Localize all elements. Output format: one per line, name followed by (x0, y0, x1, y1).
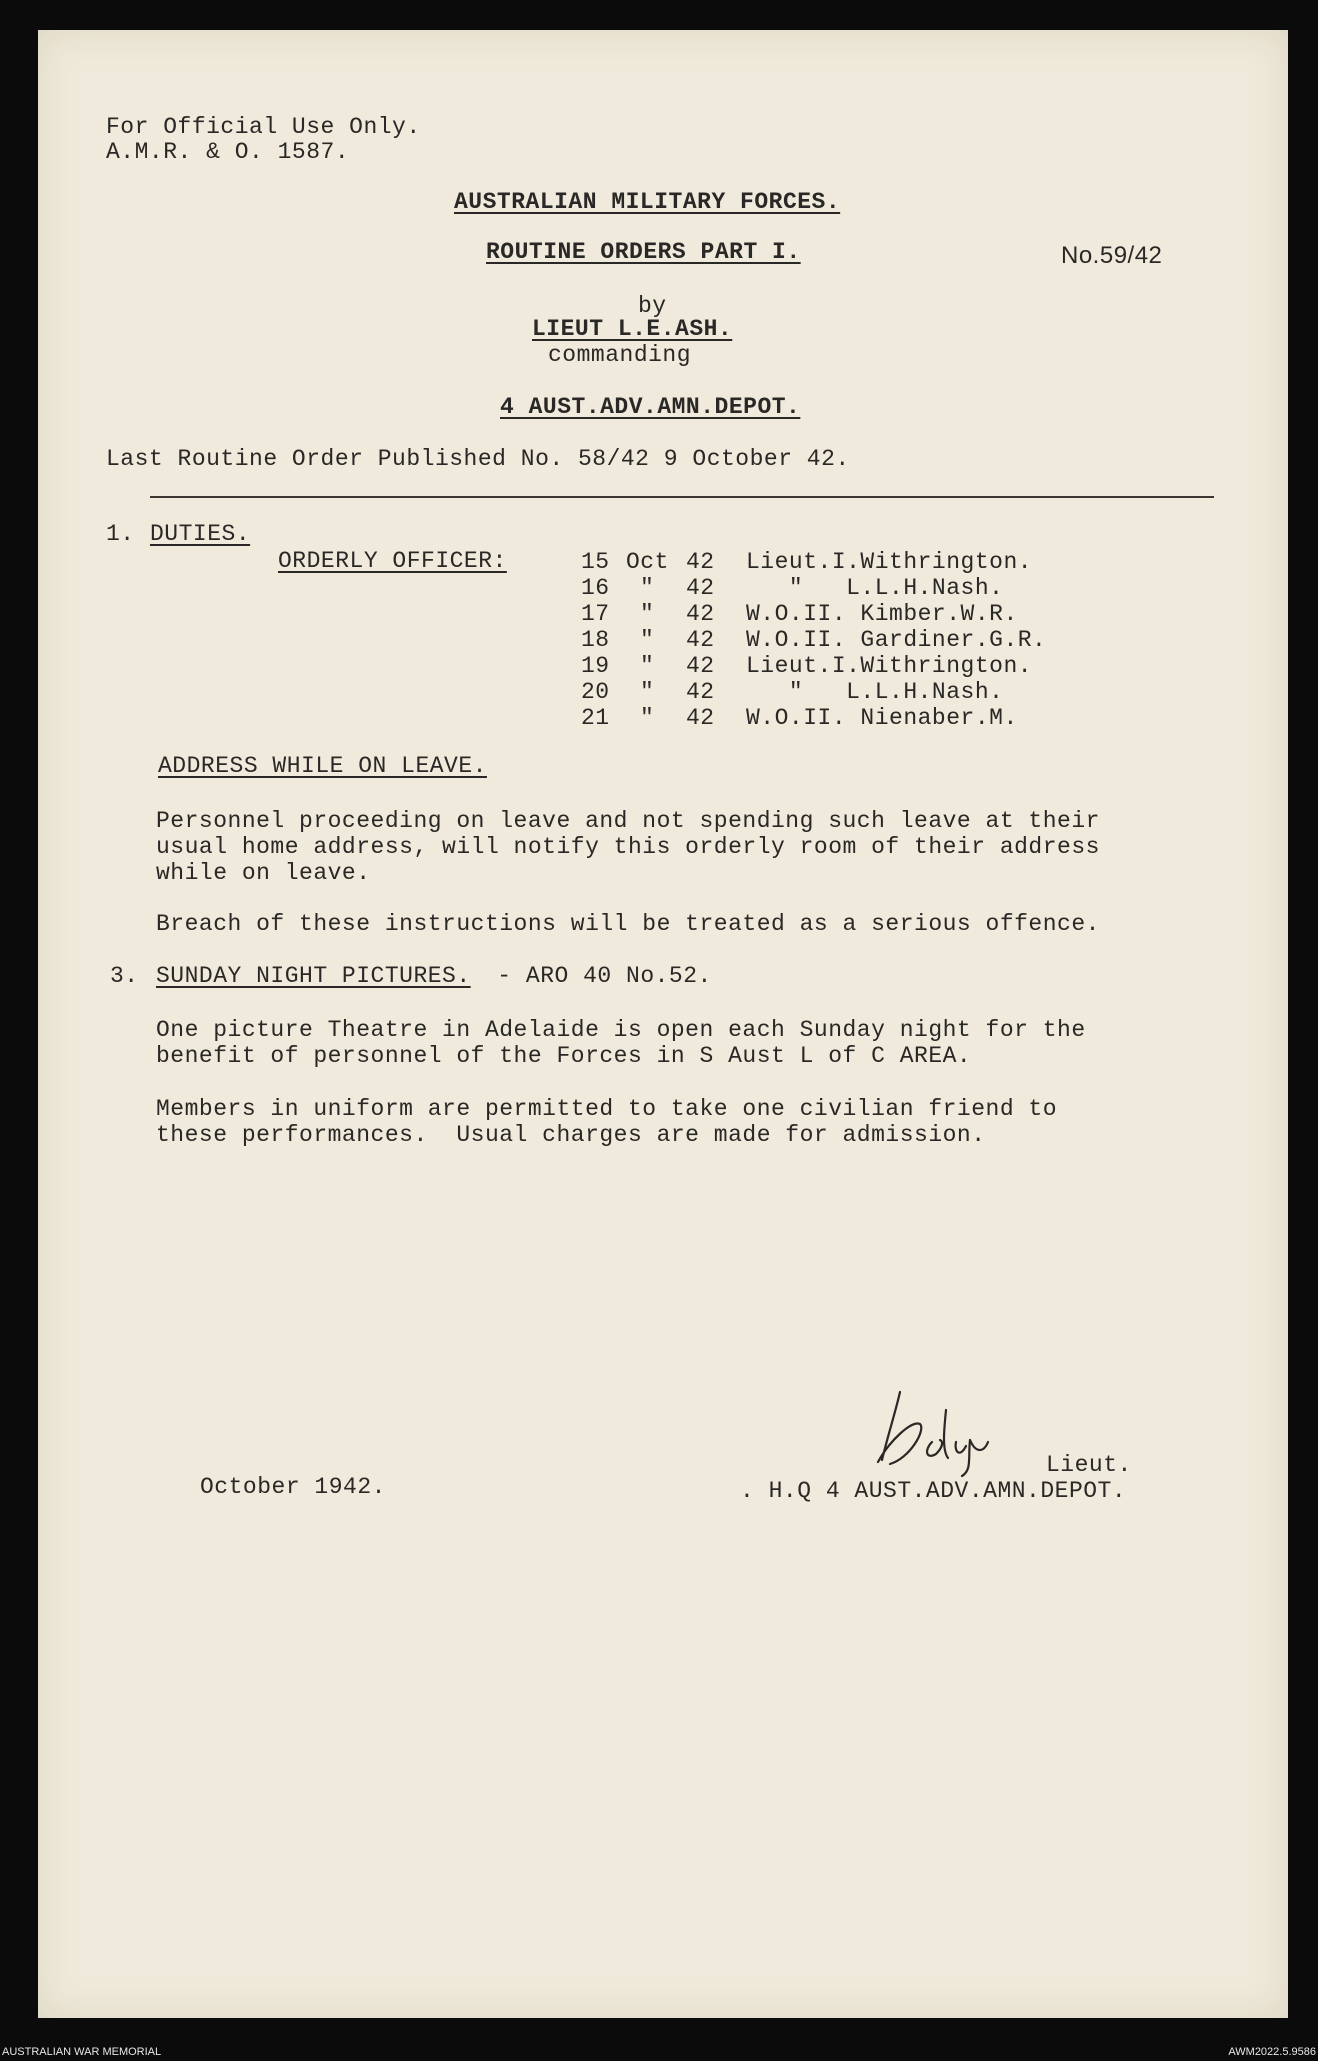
document-title: AUSTRALIAN MILITARY FORCES. (454, 189, 841, 215)
roster-day: 18 (581, 627, 610, 653)
last-order-line: Last Routine Order Published No. 58/42 9 October 42. (106, 446, 850, 472)
section-2-warning: Breach of these instructions will be treated as a serious offence. (156, 911, 1100, 937)
by-label: by (638, 293, 667, 319)
roster-day: 21 (581, 705, 610, 731)
signature-mark (860, 1380, 1040, 1480)
roster-year: 42 (686, 627, 715, 653)
roster-year: 42 (686, 549, 715, 575)
section-3-paragraph-line: One picture Theatre in Adelaide is open each Sunday night for the (156, 1017, 1086, 1043)
signatory-rank: Lieut. (1046, 1452, 1132, 1478)
roster-day: 16 (581, 575, 610, 601)
section-1-title: DUTIES. (150, 521, 251, 547)
archive-identifier: AWM2022.5.9586 (1228, 2046, 1316, 2058)
roster-year: 42 (686, 653, 715, 679)
roster-month: " (640, 601, 655, 627)
section-3-number: 3. (110, 963, 139, 989)
roster-year: 42 (686, 679, 715, 705)
roster-day: 19 (581, 653, 610, 679)
roster-year: 42 (686, 601, 715, 627)
caption-strip (0, 2018, 1318, 2061)
section-3-title: SUNDAY NIGHT PICTURES. (156, 963, 471, 989)
roster-month: Oct (626, 549, 669, 575)
roster-day: 20 (581, 679, 610, 705)
roster-year: 42 (686, 575, 715, 601)
roster-year: 42 (686, 705, 715, 731)
section-3-paragraph-line: Members in uniform are permitted to take one civilian friend to (156, 1096, 1058, 1122)
roster-month: " (640, 575, 655, 601)
orderly-officer-label: ORDERLY OFFICER: (278, 548, 507, 574)
roster-officer: Lieut.I.Withrington. (746, 653, 1033, 679)
roster-day: 15 (581, 549, 610, 575)
unit-name: 4 AUST.ADV.AMN.DEPOT. (500, 394, 801, 420)
roster-month: " (640, 653, 655, 679)
roster-officer: W.O.II. Kimber.W.R. (746, 601, 1018, 627)
section-2-paragraph-line: usual home address, will notify this orderly room of their address (156, 834, 1100, 860)
roster-month: " (640, 705, 655, 731)
section-3-reference: - ARO 40 No.52. (483, 963, 712, 989)
order-number: No.59/42 (1061, 242, 1163, 269)
section-3-paragraph-line: benefit of personnel of the Forces in S Aust L of C AREA. (156, 1043, 972, 1069)
roster-officer: Lieut.I.Withrington. (746, 549, 1033, 575)
commander-name: LIEUT L.E.ASH. (532, 316, 733, 342)
amr-reference: A.M.R. & O. 1587. (106, 139, 350, 165)
section-2-title: ADDRESS WHILE ON LEAVE. (158, 753, 487, 779)
commanding-label: commanding (548, 342, 692, 368)
roster-day: 17 (581, 601, 610, 627)
archive-credit: AUSTRALIAN WAR MEMORIAL (2, 2046, 162, 2058)
roster-officer: " L.L.H.Nash. (746, 575, 1004, 601)
section-1-number: 1. (106, 521, 135, 547)
document-subtitle: ROUTINE ORDERS PART I. (486, 239, 801, 265)
signatory-unit: . H.Q 4 AUST.ADV.AMN.DEPOT. (740, 1478, 1127, 1504)
section-3-paragraph-line: these performances. Usual charges are made for admission. (156, 1122, 986, 1148)
document-date: October 1942. (200, 1474, 386, 1500)
roster-month: " (640, 679, 655, 705)
section-2-paragraph-line: Personnel proceeding on leave and not spending such leave at their (156, 808, 1100, 834)
header-divider (150, 496, 1214, 498)
official-use-line: For Official Use Only. (106, 114, 421, 140)
roster-officer: W.O.II. Nienaber.M. (746, 705, 1018, 731)
roster-month: " (640, 627, 655, 653)
roster-officer: W.O.II. Gardiner.G.R. (746, 627, 1047, 653)
roster-officer: " L.L.H.Nash. (746, 679, 1004, 705)
section-2-paragraph-line: while on leave. (156, 860, 371, 886)
